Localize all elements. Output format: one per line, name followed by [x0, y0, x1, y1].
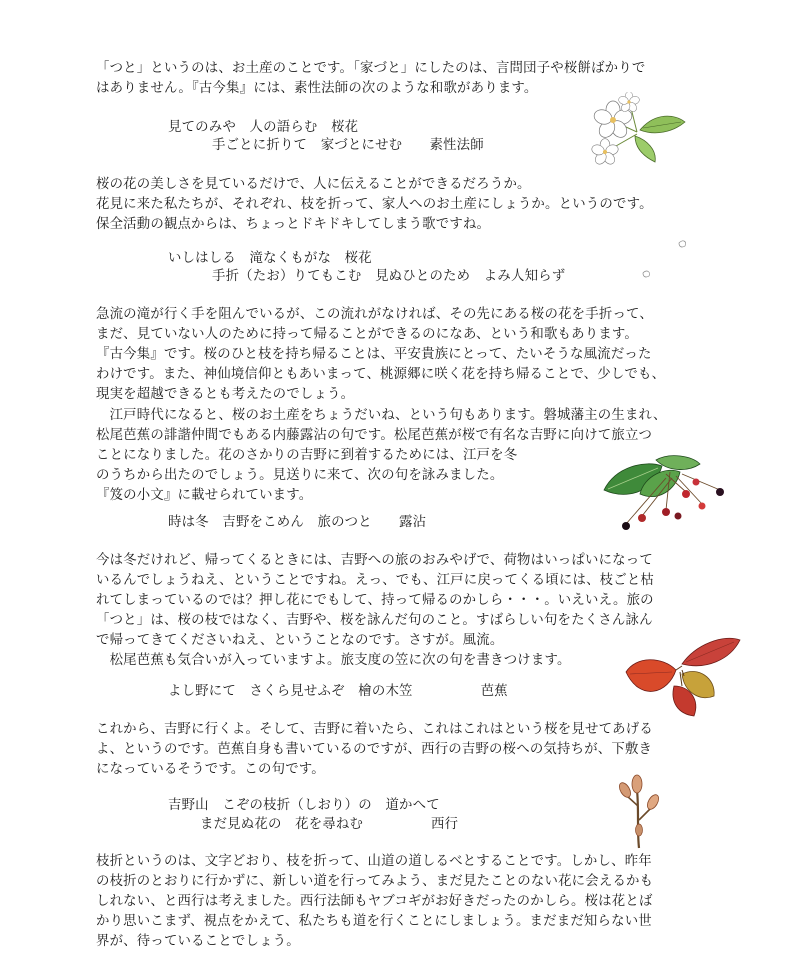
- para1-line-2: 花見に来た私たちが、それぞれ、枝を折って、家人へのお土産にしょうか。というのです。: [96, 197, 653, 212]
- para2-line-5: 現実を超越できるとも考えたのでしょう。: [96, 387, 355, 402]
- para2-line-1: 急流の滝が行く手を阻んでいるが、この流れがなければ、その先にある桜の花を手折って、: [96, 307, 653, 322]
- para2-line-2: まだ、見ていない人のために持って帰ることができるのになあ、という和歌もあります。: [96, 327, 639, 342]
- para4-line-5: で帰ってきてくださいねえ、ということなのです。さすが。風流。: [96, 633, 504, 648]
- para4-line-1: 今は冬だけれど、帰ってくるときには、吉野への旅のおみやげで、荷物はいっぱいになって: [96, 553, 653, 568]
- poem4-line-1: よし野にて さくら見せふぞ 檜の木笠 芭蕉: [168, 684, 508, 699]
- poem1-line-2: 手ごとに折りて 家づとにせむ 素性法師: [212, 138, 484, 153]
- autumn-leaves-illustration: [622, 630, 742, 718]
- cherry-bud-illustration: [615, 770, 665, 850]
- para6-line-1: 枝折というのは、文字どおり、枝を折って、山道の道しるべとすることです。しかし、昨年: [96, 854, 652, 869]
- poem2-line-1: いしはしる 滝なくもがな 桜花: [168, 251, 372, 266]
- intro-line-1: 「つと」というのは、お土産のことです。「家づと」にしたのは、言問団子や桜餅ばかりで: [96, 61, 646, 76]
- para3-line-2: 松尾芭蕉の誹諧仲間でもある内藤露沾の句です。松尾芭蕉が桜で有名な吉野に向けて旅立つ: [96, 428, 653, 443]
- poem3-line-1: 時は冬 吉野をこめん 旅のつと 露沾: [168, 515, 427, 530]
- para5-line-3: になっているそうです。この句です。: [96, 762, 325, 777]
- para4-line-2: いるんでしょうねえ、ということですね。えっ、でも、江戸に戻ってくる頃には、枝ごと枯: [96, 573, 655, 588]
- para1-line-1: 桜の花の美しさを見ているだけで、人に伝えることができるだろうか。: [96, 177, 531, 192]
- para6-line-4: かり思いこまず、視点をかえて、私たちも道を行くことにしましょう。まだまだ知らない世: [96, 914, 652, 929]
- poem5-line-2: まだ見ぬ花の 花を尋ねむ 西行: [200, 817, 459, 832]
- poem2-line-2: 手折（たお）りてもこむ 見ぬひとのため よみ人知らず: [212, 269, 566, 284]
- para4-line-4: 「つと」は、桜の枝ではなく、吉野や、桜を詠んだ句のこと。すばらしい句をたくさん詠ん: [96, 613, 653, 628]
- para3-line-5: 『笈の小文』に載せられています。: [96, 488, 313, 503]
- para6-line-2: の枝折のとおりに行かずに、新しい道を行ってみよう、まだ見たことのない花に会えるかも: [96, 874, 654, 889]
- para3-line-3: ことになりました。花のさかりの吉野に到着するためには、江戸を冬: [96, 448, 518, 463]
- cherry-fruit-illustration: [596, 452, 736, 542]
- cherry-blossom-illustration: [585, 92, 690, 172]
- para2-line-3: 『古今集』です。桜のひと枝を持ち帰ることは、平安貴族にとって、たいそうな風流だった: [96, 347, 652, 362]
- para2-line-4: わけです。また、神仙境信仰ともあいまって、桃源郷に咲く花を持ち帰ることで、少しでも、: [96, 367, 666, 382]
- para6-line-5: 界が、待っていることでしょう。: [96, 934, 300, 949]
- poem5-line-1: 吉野山 こぞの枝折（しおり）の 道かへて: [168, 798, 440, 813]
- para3-line-4: のうちから出たのでしょう。見送りに来て、次の句を詠みました。: [96, 468, 504, 483]
- para4-line-6: 松尾芭蕉も気合いが入っていますよ。旅支度の笠に次の句を書きつけます。: [96, 653, 571, 668]
- intro-line-2: はありません。『古今集』には、素性法師の次のような和歌があります。: [96, 81, 538, 96]
- falling-petals-illustration: [635, 235, 695, 285]
- para3-line-1: 江戸時代になると、桜のお土産をちょうだいね、という句もあります。磐城藩主の生まれ、: [96, 408, 667, 423]
- para6-line-3: しれない、と西行は考えました。西行法師もヤブコギがお好きだったのかしら。桜は花とば: [96, 894, 653, 909]
- para5-line-2: よ、というのです。芭蕉自身も書いているのですが、西行の吉野の桜への気持ちが、下敷き: [96, 742, 653, 757]
- para5-line-1: これから、吉野に行くよ。そして、吉野に着いたら、これはこれはという桜を見せてあげる: [96, 722, 653, 737]
- para4-line-3: れてしまっているのでは？押し花にでもして、持って帰るのかしら・・・。いえいえ。旅の: [96, 593, 654, 608]
- poem1-line-1: 見てのみや 人の語らむ 桜花: [168, 120, 359, 135]
- para1-line-3: 保全活動の観点からは、ちょっとドキドキしてしまう歌ですね。: [96, 217, 491, 232]
